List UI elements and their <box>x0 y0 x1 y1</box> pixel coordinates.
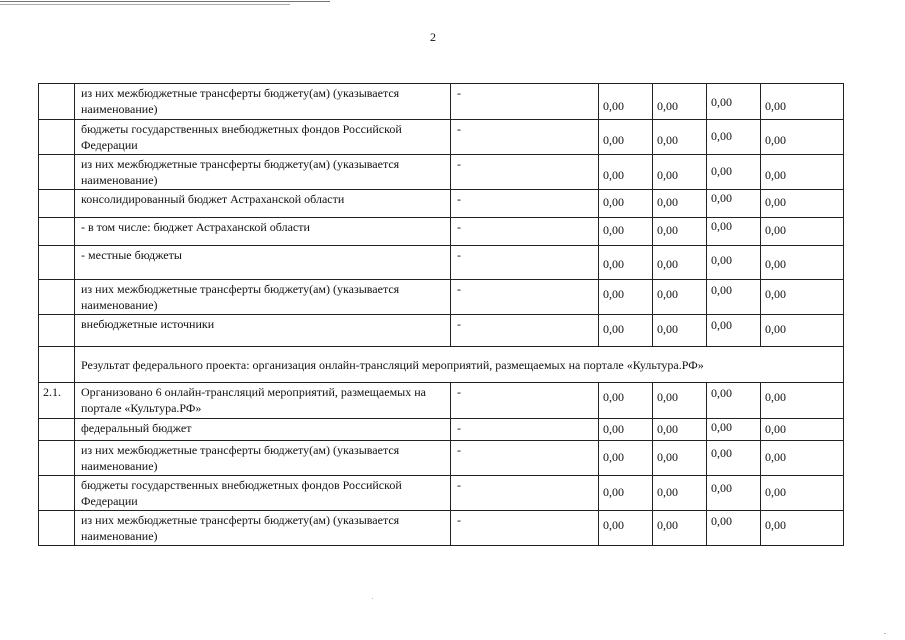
value-cell <box>707 383 761 419</box>
description-cell: из них межбюджетные трансферты бюджету(ам) (указывается наименование) <box>75 155 451 190</box>
result-row <box>39 347 844 383</box>
dash-cell: - <box>451 246 599 280</box>
value-cell <box>707 120 761 155</box>
table-row <box>39 155 844 190</box>
value-cell <box>707 511 761 546</box>
value-text: 0,00 <box>657 390 678 404</box>
value-cell <box>761 419 844 441</box>
value-text: 0,00 <box>657 257 678 271</box>
table-row <box>39 511 844 546</box>
value-cell <box>653 190 707 218</box>
value-text: 0,00 <box>603 168 624 182</box>
dash-cell: - <box>451 190 599 218</box>
value-cell <box>653 155 707 190</box>
value-text: 0,00 <box>765 133 786 147</box>
row-number-cell <box>39 476 75 511</box>
description-cell: внебюджетные источники <box>75 315 451 347</box>
row-number-cell <box>39 315 75 347</box>
value-cell <box>653 218 707 246</box>
value-cell <box>761 84 844 120</box>
value-text: 0,00 <box>603 322 624 336</box>
value-cell <box>653 383 707 419</box>
value-text: 0,00 <box>765 168 786 182</box>
value-cell <box>653 419 707 441</box>
value-cell <box>707 476 761 511</box>
value-cell <box>707 246 761 280</box>
value-cell <box>599 246 653 280</box>
value-cell <box>707 315 761 347</box>
value-cell <box>707 419 761 441</box>
row-number-cell <box>39 280 75 315</box>
row-number-cell <box>39 190 75 218</box>
value-text: 0,00 <box>603 390 624 404</box>
value-cell <box>599 218 653 246</box>
value-text: 0,00 <box>603 287 624 301</box>
table-row <box>39 218 844 246</box>
value-cell <box>599 383 653 419</box>
value-cell <box>653 315 707 347</box>
description-cell: Организовано 6 онлайн-трансляций мероприятий, размещаемых на портале «Культура.РФ» <box>75 383 451 419</box>
value-text: 0,00 <box>603 518 624 532</box>
row-number-cell <box>39 155 75 190</box>
value-text: 0,00 <box>711 481 732 495</box>
value-text: 0,00 <box>711 95 732 109</box>
scan-artifact-top <box>0 0 330 6</box>
row-number-cell <box>39 218 75 246</box>
value-text: 0,00 <box>603 422 624 436</box>
dash-cell: - <box>451 383 599 419</box>
description-cell: бюджеты государственных внебюджетных фондов Российской Федерации <box>75 476 451 511</box>
value-cell <box>653 280 707 315</box>
value-cell <box>599 419 653 441</box>
value-text: 0,00 <box>603 133 624 147</box>
value-text: 0,00 <box>765 195 786 209</box>
description-cell: бюджеты государственных внебюджетных фондов Российской Федерации <box>75 120 451 155</box>
value-text: 0,00 <box>711 253 732 267</box>
value-cell <box>761 280 844 315</box>
value-text: 0,00 <box>765 390 786 404</box>
row-number-cell <box>39 419 75 441</box>
value-text: 0,00 <box>603 450 624 464</box>
value-text: 0,00 <box>711 514 732 528</box>
value-text: 0,00 <box>603 223 624 237</box>
value-cell <box>599 476 653 511</box>
scan-artifact-dot <box>372 598 373 599</box>
description-cell: из них межбюджетные трансферты бюджету(ам) (указывается наименование) <box>75 84 451 120</box>
table-row <box>39 280 844 315</box>
value-text: 0,00 <box>657 133 678 147</box>
value-text: 0,00 <box>711 446 732 460</box>
value-text: 0,00 <box>765 485 786 499</box>
value-cell <box>599 315 653 347</box>
value-cell <box>761 383 844 419</box>
value-text: 0,00 <box>765 518 786 532</box>
value-cell <box>761 120 844 155</box>
value-cell <box>707 280 761 315</box>
value-cell <box>599 280 653 315</box>
value-text: 0,00 <box>657 223 678 237</box>
dash-cell: - <box>451 419 599 441</box>
dash-cell: - <box>451 476 599 511</box>
row-number-cell: 2.1. <box>39 383 75 419</box>
value-text: 0,00 <box>657 99 678 113</box>
value-text: 0,00 <box>711 318 732 332</box>
row-number-cell <box>39 441 75 476</box>
value-cell <box>599 511 653 546</box>
value-text: 0,00 <box>765 257 786 271</box>
value-text: 0,00 <box>603 485 624 499</box>
dash-cell: - <box>451 441 599 476</box>
value-cell <box>707 84 761 120</box>
row-number-cell <box>39 246 75 280</box>
result-cell: Результат федерального проекта: организация онлайн-трансляций мероприятий, размещаемых на портале «Культура.РФ» <box>75 347 844 383</box>
value-text: 0,00 <box>657 518 678 532</box>
value-text: 0,00 <box>711 386 732 400</box>
row-number-cell <box>39 347 75 383</box>
value-cell <box>707 218 761 246</box>
value-text: 0,00 <box>657 195 678 209</box>
dash-cell: - <box>451 84 599 120</box>
value-cell <box>761 218 844 246</box>
table-row <box>39 441 844 476</box>
description-cell: из них межбюджетные трансферты бюджету(ам) (указывается наименование) <box>75 441 451 476</box>
value-text: 0,00 <box>765 450 786 464</box>
dash-cell: - <box>451 155 599 190</box>
value-cell <box>761 190 844 218</box>
table-row <box>39 190 844 218</box>
description-cell: консолидированный бюджет Астраханской области <box>75 190 451 218</box>
value-cell <box>707 155 761 190</box>
table-row <box>39 120 844 155</box>
value-cell <box>653 84 707 120</box>
table-row <box>39 246 844 280</box>
value-cell <box>653 246 707 280</box>
value-text: 0,00 <box>765 223 786 237</box>
description-cell: - местные бюджеты <box>75 246 451 280</box>
value-text: 0,00 <box>711 129 732 143</box>
value-text: 0,00 <box>711 164 732 178</box>
dash-cell: - <box>451 511 599 546</box>
value-text: 0,00 <box>657 287 678 301</box>
value-text: 0,00 <box>657 322 678 336</box>
value-text: 0,00 <box>657 422 678 436</box>
description-cell: из них межбюджетные трансферты бюджету(ам) (указывается наименование) <box>75 280 451 315</box>
dash-cell: - <box>451 120 599 155</box>
value-text: 0,00 <box>603 99 624 113</box>
value-text: 0,00 <box>603 195 624 209</box>
value-text: 0,00 <box>765 287 786 301</box>
value-text: 0,00 <box>765 422 786 436</box>
value-cell <box>761 315 844 347</box>
value-cell <box>653 511 707 546</box>
table-row <box>39 84 844 120</box>
budget-table <box>38 83 844 546</box>
value-cell <box>653 476 707 511</box>
value-cell <box>707 190 761 218</box>
value-cell <box>599 190 653 218</box>
description-cell: - в том числе: бюджет Астраханской области <box>75 218 451 246</box>
row-number-cell <box>39 511 75 546</box>
value-cell <box>653 441 707 476</box>
value-cell <box>599 120 653 155</box>
value-text: 0,00 <box>711 191 732 205</box>
value-text: 0,00 <box>711 283 732 297</box>
description-cell: федеральный бюджет <box>75 419 451 441</box>
value-text: 0,00 <box>603 257 624 271</box>
dash-cell: - <box>451 280 599 315</box>
value-cell <box>761 476 844 511</box>
dash-cell: - <box>451 218 599 246</box>
description-cell: из них межбюджетные трансферты бюджету(ам) (указывается наименование) <box>75 511 451 546</box>
scan-artifact-dot <box>884 633 886 634</box>
value-cell <box>707 441 761 476</box>
table-row <box>39 383 844 419</box>
row-number-cell <box>39 120 75 155</box>
value-cell <box>761 155 844 190</box>
value-text: 0,00 <box>657 450 678 464</box>
table-row <box>39 476 844 511</box>
table-row <box>39 419 844 441</box>
value-cell <box>761 511 844 546</box>
row-number-cell <box>39 84 75 120</box>
value-cell <box>599 441 653 476</box>
dash-cell: - <box>451 315 599 347</box>
value-cell <box>599 155 653 190</box>
value-cell <box>653 120 707 155</box>
value-text: 0,00 <box>657 485 678 499</box>
value-text: 0,00 <box>711 420 732 434</box>
value-cell <box>761 441 844 476</box>
value-text: 0,00 <box>657 168 678 182</box>
value-text: 0,00 <box>765 99 786 113</box>
page-number: 2 <box>430 30 436 44</box>
value-text: 0,00 <box>765 322 786 336</box>
value-cell <box>599 84 653 120</box>
value-text: 0,00 <box>711 219 732 233</box>
value-cell <box>761 246 844 280</box>
table-row <box>39 315 844 347</box>
